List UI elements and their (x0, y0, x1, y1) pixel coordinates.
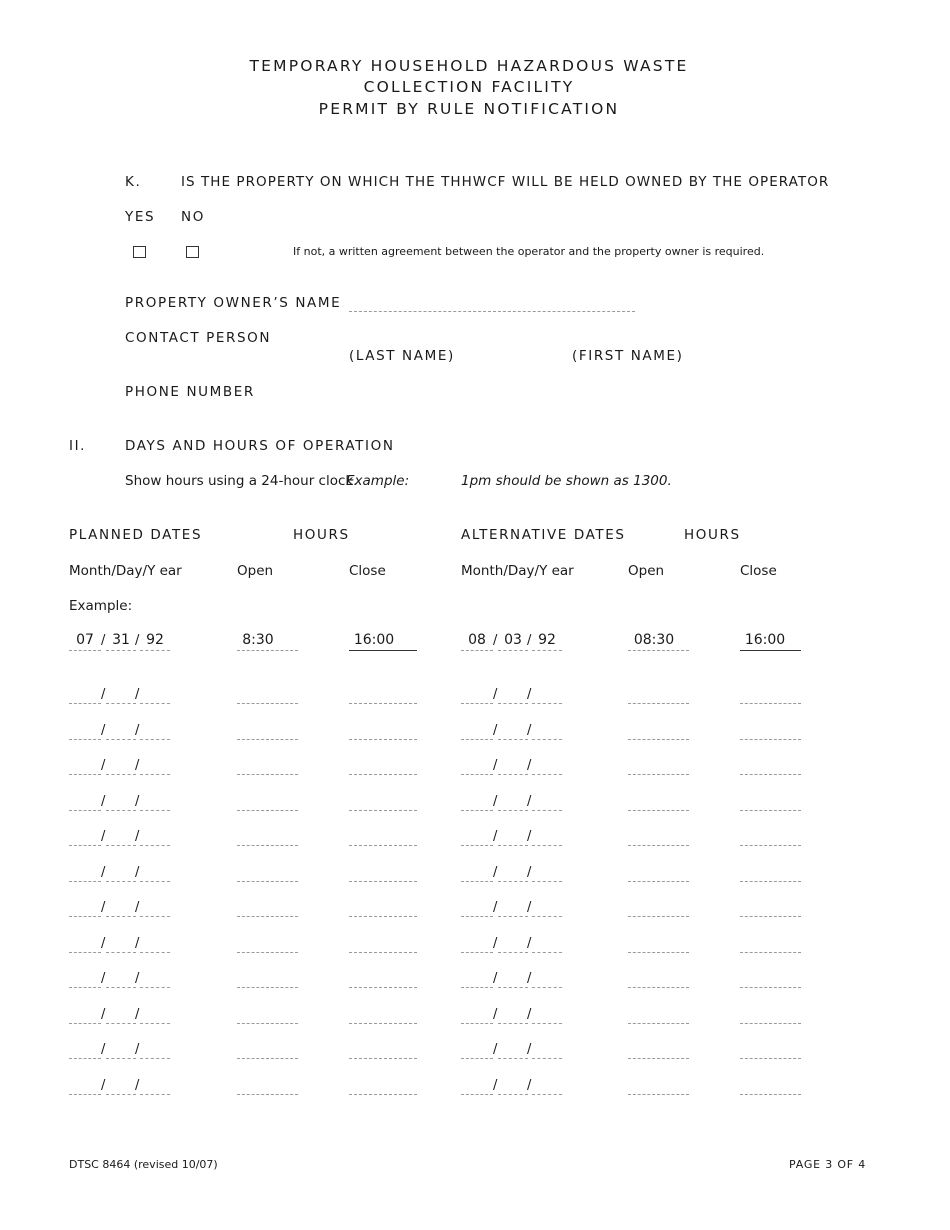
form-title-line-3: PERMIT BY RULE NOTIFICATION (318, 100, 620, 118)
planned-open-field-row-8[interactable] (237, 952, 298, 953)
alt-close-field-row-8[interactable] (740, 952, 801, 953)
contact-person-label: CONTACT PERSON (125, 330, 272, 346)
alt-day-field-row-6[interactable] (498, 881, 528, 882)
alt-month-field-row-7[interactable] (461, 916, 493, 917)
planned-month-field-row-5[interactable] (69, 845, 101, 846)
alt-close-field-row-7[interactable] (740, 916, 801, 917)
date-separator: / (527, 687, 532, 702)
alt-open-field-row-9[interactable] (628, 987, 689, 988)
alternative-dates-header: ALTERNATIVE DATES (461, 527, 626, 543)
last-name-label: (LAST NAME) (349, 348, 455, 364)
alternative-open-column-label: Open (628, 563, 665, 579)
alt-open-field-row-2[interactable] (628, 739, 689, 740)
planned-open-column-label: Open (237, 563, 274, 579)
date-separator: / (101, 793, 106, 809)
date-separator: / (493, 900, 498, 915)
planned-close-field-row-4[interactable] (349, 810, 417, 811)
alt-month-field-row-8[interactable] (461, 952, 493, 953)
form-title-line-1: TEMPORARY HOUSEHOLD HAZARDOUS WASTE (249, 57, 689, 75)
owner-name-field[interactable] (349, 311, 635, 312)
example-row-label: Example: (69, 598, 133, 614)
planned-open-field-row-3[interactable] (237, 774, 298, 775)
planned-open-field-row-1[interactable] (237, 703, 298, 704)
example-alt-year: 92 (538, 632, 556, 648)
date-separator: / (493, 633, 498, 648)
planned-month-field-row-1[interactable] (69, 703, 101, 704)
alt-month-field-row-1[interactable] (461, 703, 493, 704)
date-separator: / (101, 1042, 106, 1057)
owner-name-label: PROPERTY OWNER’S NAME (125, 295, 342, 311)
planned-open-field-row-11[interactable] (237, 1058, 298, 1059)
date-separator: / (527, 864, 532, 880)
planned-month-field-row-4[interactable] (69, 810, 101, 811)
instruction-example-text: 1pm should be shown as 1300. (461, 473, 672, 489)
example-planned-year-line (140, 650, 170, 651)
date-separator: / (101, 1077, 106, 1093)
example-planned-day-line (106, 650, 136, 651)
alt-day-field-row-10[interactable] (498, 1023, 528, 1024)
planned-close-field-row-8[interactable] (349, 952, 417, 953)
planned-year-field-row-11[interactable] (140, 1058, 170, 1059)
planned-day-field-row-7[interactable] (106, 916, 136, 917)
date-separator: / (101, 971, 106, 986)
planned-month-field-row-10[interactable] (69, 1023, 101, 1024)
date-separator: / (101, 633, 106, 648)
date-separator: / (493, 1042, 498, 1057)
date-separator: / (135, 1077, 140, 1093)
planned-day-field-row-6[interactable] (106, 881, 136, 882)
alt-day-field-row-4[interactable] (498, 810, 528, 811)
planned-close-field-row-7[interactable] (349, 916, 417, 917)
alt-open-field-row-5[interactable] (628, 845, 689, 846)
planned-open-field-row-7[interactable] (237, 916, 298, 917)
planned-month-field-row-8[interactable] (69, 952, 101, 953)
date-separator: / (135, 758, 140, 773)
date-separator: / (101, 687, 106, 702)
date-separator: / (527, 935, 532, 951)
planned-close-field-row-12[interactable] (349, 1094, 417, 1095)
planned-day-field-row-12[interactable] (106, 1094, 136, 1095)
alt-open-field-row-1[interactable] (628, 703, 689, 704)
yes-checkbox[interactable] (133, 246, 146, 258)
page-number: PAGE 3 OF 4 (789, 1158, 867, 1171)
planned-month-field-row-11[interactable] (69, 1058, 101, 1059)
date-separator: / (493, 935, 498, 951)
example-planned-day: 31 (112, 632, 130, 648)
alt-close-field-row-11[interactable] (740, 1058, 801, 1059)
alt-year-field-row-1[interactable] (532, 703, 562, 704)
planned-open-field-row-9[interactable] (237, 987, 298, 988)
yes-label: YES (125, 209, 156, 225)
alt-year-field-row-8[interactable] (532, 952, 562, 953)
planned-year-field-row-4[interactable] (140, 810, 170, 811)
date-separator: / (493, 864, 498, 880)
alt-close-field-row-3[interactable] (740, 774, 801, 775)
planned-close-field-row-5[interactable] (349, 845, 417, 846)
alt-year-field-row-5[interactable] (532, 845, 562, 846)
date-separator: / (493, 829, 498, 844)
planned-day-field-row-9[interactable] (106, 987, 136, 988)
example-alt-year-line (532, 650, 562, 651)
planned-year-field-row-10[interactable] (140, 1023, 170, 1024)
instruction-example-word: Example: (346, 473, 410, 489)
date-separator: / (527, 793, 532, 809)
planned-day-field-row-4[interactable] (106, 810, 136, 811)
alt-month-field-row-2[interactable] (461, 739, 493, 740)
date-separator: / (493, 1006, 498, 1022)
alt-month-field-row-6[interactable] (461, 881, 493, 882)
example-planned-close: 16:00 (353, 632, 395, 648)
example-planned-close-line (349, 650, 417, 651)
date-separator: / (527, 758, 532, 773)
planned-year-field-row-3[interactable] (140, 774, 170, 775)
planned-year-field-row-2[interactable] (140, 739, 170, 740)
date-separator: / (101, 1006, 106, 1022)
alt-year-field-row-3[interactable] (532, 774, 562, 775)
planned-close-field-row-9[interactable] (349, 987, 417, 988)
alt-month-field-row-3[interactable] (461, 774, 493, 775)
example-planned-year: 92 (146, 632, 164, 648)
planned-open-field-row-5[interactable] (237, 845, 298, 846)
planned-close-field-row-11[interactable] (349, 1058, 417, 1059)
section-ii-label: II. (69, 438, 87, 454)
alt-open-field-row-11[interactable] (628, 1058, 689, 1059)
date-separator: / (493, 687, 498, 702)
date-separator: / (135, 793, 140, 809)
example-alt-month-line (461, 650, 493, 651)
alt-close-field-row-6[interactable] (740, 881, 801, 882)
planned-month-field-row-3[interactable] (69, 774, 101, 775)
alt-year-field-row-6[interactable] (532, 881, 562, 882)
example-alt-month: 08 (468, 632, 486, 648)
planned-day-field-row-10[interactable] (106, 1023, 136, 1024)
agreement-note: If not, a written agreement between the operator and the property owner is required. (293, 245, 765, 258)
date-separator: / (527, 1042, 532, 1057)
planned-close-field-row-1[interactable] (349, 703, 417, 704)
planned-date-column-label: Month/Day/Y ear (69, 563, 182, 579)
date-separator: / (527, 829, 532, 844)
alt-year-field-row-4[interactable] (532, 810, 562, 811)
example-alt-close: 16:00 (744, 632, 786, 648)
planned-year-field-row-7[interactable] (140, 916, 170, 917)
alt-close-field-row-10[interactable] (740, 1023, 801, 1024)
date-separator: / (493, 758, 498, 773)
alt-year-field-row-10[interactable] (532, 1023, 562, 1024)
planned-year-field-row-1[interactable] (140, 703, 170, 704)
planned-day-field-row-11[interactable] (106, 1058, 136, 1059)
date-separator: / (527, 971, 532, 986)
alt-day-field-row-12[interactable] (498, 1094, 528, 1095)
date-separator: / (135, 864, 140, 880)
alt-day-field-row-9[interactable] (498, 987, 528, 988)
section-k-label: K. (125, 174, 142, 190)
planned-day-field-row-3[interactable] (106, 774, 136, 775)
alt-year-field-row-11[interactable] (532, 1058, 562, 1059)
alt-month-field-row-4[interactable] (461, 810, 493, 811)
planned-day-field-row-2[interactable] (106, 739, 136, 740)
alternative-hours-header: HOURS (684, 527, 741, 543)
alt-day-field-row-7[interactable] (498, 916, 528, 917)
date-separator: / (527, 900, 532, 915)
date-separator: / (135, 722, 140, 738)
ownership-question: IS THE PROPERTY ON WHICH THE THHWCF WILL BE HELD OWNED BY THE OPERATOR (181, 174, 830, 190)
alt-month-field-row-10[interactable] (461, 1023, 493, 1024)
date-separator: / (493, 971, 498, 986)
date-separator: / (493, 722, 498, 738)
planned-close-field-row-2[interactable] (349, 739, 417, 740)
planned-month-field-row-2[interactable] (69, 739, 101, 740)
alt-day-field-row-2[interactable] (498, 739, 528, 740)
alt-open-field-row-8[interactable] (628, 952, 689, 953)
alt-month-field-row-5[interactable] (461, 845, 493, 846)
date-separator: / (101, 829, 106, 844)
alt-day-field-row-1[interactable] (498, 703, 528, 704)
alt-open-field-row-10[interactable] (628, 1023, 689, 1024)
planned-dates-header: PLANNED DATES (69, 527, 203, 543)
no-label: NO (181, 209, 205, 225)
alt-day-field-row-3[interactable] (498, 774, 528, 775)
alternative-date-column-label: Month/Day/Y ear (461, 563, 574, 579)
planned-open-field-row-10[interactable] (237, 1023, 298, 1024)
planned-close-field-row-3[interactable] (349, 774, 417, 775)
alt-close-field-row-1[interactable] (740, 703, 801, 704)
planned-close-column-label: Close (349, 563, 386, 579)
planned-year-field-row-8[interactable] (140, 952, 170, 953)
no-checkbox[interactable] (186, 246, 199, 258)
example-planned-open: 8:30 (242, 632, 274, 648)
planned-close-field-row-6[interactable] (349, 881, 417, 882)
date-separator: / (101, 758, 106, 773)
planned-month-field-row-7[interactable] (69, 916, 101, 917)
clock-instruction: Show hours using a 24-hour clock. (125, 473, 358, 489)
example-planned-open-line (237, 650, 298, 651)
alt-month-field-row-9[interactable] (461, 987, 493, 988)
alt-year-field-row-7[interactable] (532, 916, 562, 917)
date-separator: / (527, 1077, 532, 1093)
example-alt-day-line (498, 650, 528, 651)
date-separator: / (101, 864, 106, 880)
alt-open-field-row-6[interactable] (628, 881, 689, 882)
planned-open-field-row-4[interactable] (237, 810, 298, 811)
form-title-line-2: COLLECTION FACILITY (363, 78, 575, 96)
alt-day-field-row-11[interactable] (498, 1058, 528, 1059)
planned-day-field-row-1[interactable] (106, 703, 136, 704)
planned-month-field-row-12[interactable] (69, 1094, 101, 1095)
date-separator: / (135, 1006, 140, 1022)
date-separator: / (527, 633, 532, 648)
alt-month-field-row-12[interactable] (461, 1094, 493, 1095)
date-separator: / (527, 1006, 532, 1022)
date-separator: / (527, 722, 532, 738)
date-separator: / (135, 971, 140, 986)
date-separator: / (135, 687, 140, 702)
alt-day-field-row-5[interactable] (498, 845, 528, 846)
alt-close-field-row-12[interactable] (740, 1094, 801, 1095)
planned-open-field-row-12[interactable] (237, 1094, 298, 1095)
alt-year-field-row-2[interactable] (532, 739, 562, 740)
alt-close-field-row-4[interactable] (740, 810, 801, 811)
alt-close-field-row-2[interactable] (740, 739, 801, 740)
example-alt-day: 03 (504, 632, 522, 648)
planned-close-field-row-10[interactable] (349, 1023, 417, 1024)
phone-number-label: PHONE NUMBER (125, 384, 255, 400)
first-name-label: (FIRST NAME) (572, 348, 684, 364)
date-separator: / (101, 900, 106, 915)
planned-year-field-row-5[interactable] (140, 845, 170, 846)
date-separator: / (493, 793, 498, 809)
planned-month-field-row-9[interactable] (69, 987, 101, 988)
alt-open-field-row-7[interactable] (628, 916, 689, 917)
date-separator: / (493, 1077, 498, 1093)
alternative-close-column-label: Close (740, 563, 777, 579)
date-separator: / (101, 722, 106, 738)
alt-open-field-row-12[interactable] (628, 1094, 689, 1095)
date-separator: / (135, 1042, 140, 1057)
date-separator: / (135, 633, 140, 648)
example-planned-month: 07 (76, 632, 94, 648)
planned-month-field-row-6[interactable] (69, 881, 101, 882)
alt-open-field-row-4[interactable] (628, 810, 689, 811)
planned-year-field-row-6[interactable] (140, 881, 170, 882)
alt-year-field-row-12[interactable] (532, 1094, 562, 1095)
planned-year-field-row-9[interactable] (140, 987, 170, 988)
date-separator: / (135, 900, 140, 915)
section-ii-title: DAYS AND HOURS OF OPERATION (125, 438, 395, 454)
form-id: DTSC 8464 (revised 10/07) (69, 1158, 218, 1171)
planned-day-field-row-5[interactable] (106, 845, 136, 846)
example-alt-close-line (740, 650, 801, 651)
alt-close-field-row-9[interactable] (740, 987, 801, 988)
date-separator: / (101, 935, 106, 951)
planned-day-field-row-8[interactable] (106, 952, 136, 953)
alt-open-field-row-3[interactable] (628, 774, 689, 775)
planned-year-field-row-12[interactable] (140, 1094, 170, 1095)
example-alt-open: 08:30 (633, 632, 675, 648)
example-alt-open-line (628, 650, 689, 651)
alt-year-field-row-9[interactable] (532, 987, 562, 988)
date-separator: / (135, 935, 140, 951)
planned-hours-header: HOURS (293, 527, 350, 543)
date-separator: / (135, 829, 140, 844)
planned-open-field-row-2[interactable] (237, 739, 298, 740)
alt-day-field-row-8[interactable] (498, 952, 528, 953)
example-planned-month-line (69, 650, 101, 651)
alt-close-field-row-5[interactable] (740, 845, 801, 846)
planned-open-field-row-6[interactable] (237, 881, 298, 882)
alt-month-field-row-11[interactable] (461, 1058, 493, 1059)
